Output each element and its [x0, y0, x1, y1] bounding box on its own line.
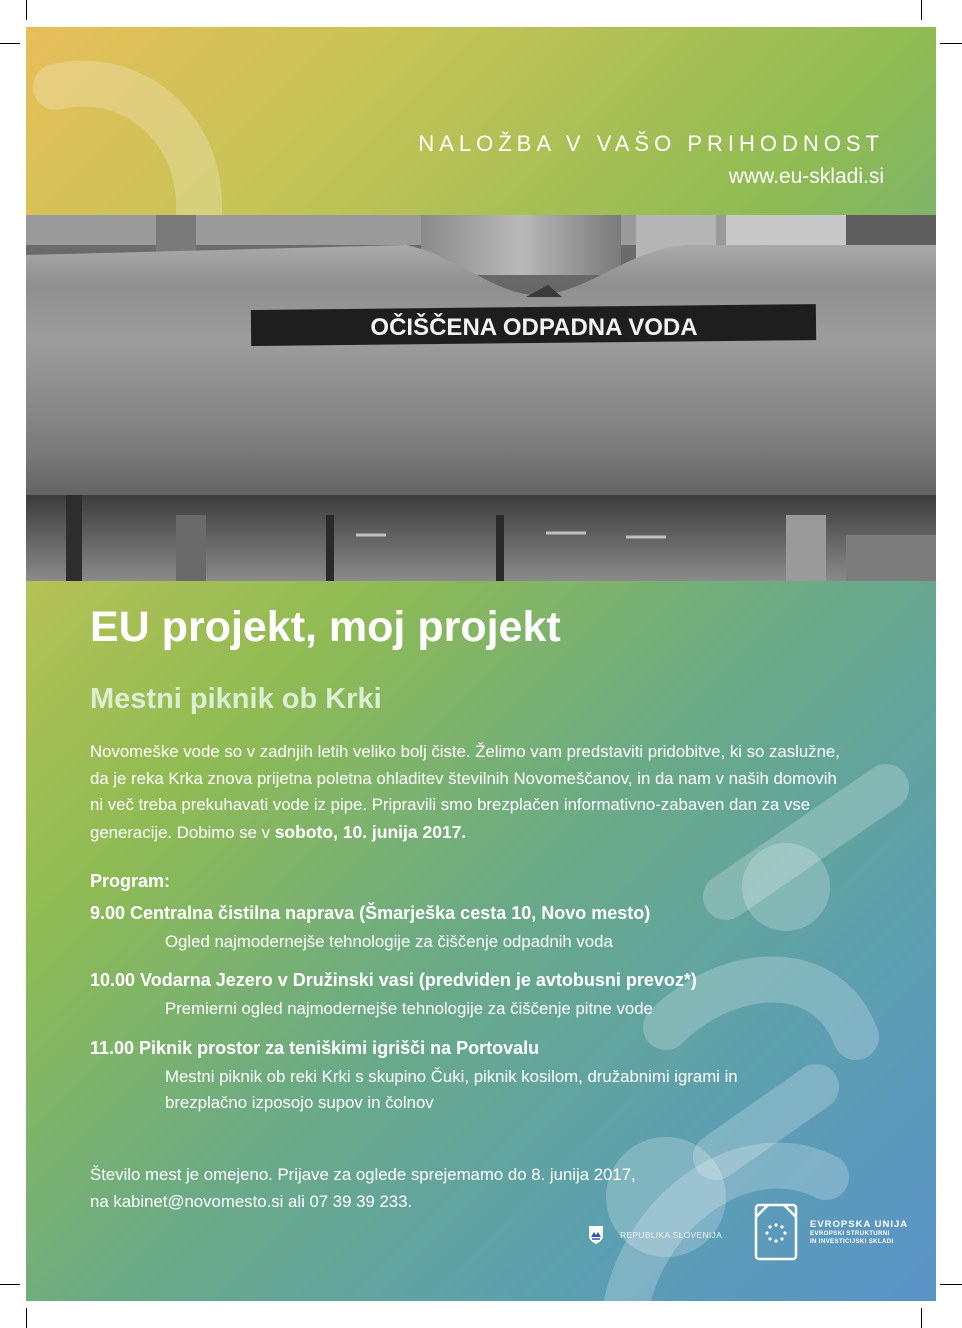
- eu-funds-logo: [754, 1203, 908, 1261]
- program-item-3-description: Mestni piknik ob reki Krki s skupino Čuki, piknik kosilom, družabnimi igrami in brezplačno izposojo supov in čolnov: [165, 1067, 738, 1112]
- eu-subtitle-line2: IN INVESTICIJSKI SKLADI: [810, 1237, 894, 1245]
- pipe-photo: [26, 215, 936, 581]
- intro-date: soboto, 10. junija 2017.: [274, 821, 467, 842]
- eu-flag-icon: [754, 1203, 798, 1261]
- program-item-1-description: Ogled najmodernejše tehnologije za čiščenje odpadnih voda: [165, 932, 613, 951]
- intro-paragraph: [90, 739, 850, 846]
- crop-mark: [940, 43, 962, 44]
- crop-mark: [0, 43, 20, 44]
- slovenia-label: REPUBLIKA SLOVENIJA: [620, 1230, 723, 1240]
- tagline: NALOŽBA V VAŠO PRIHODNOST: [418, 131, 884, 156]
- program-item-3-title: 11.00 Piknik prostor za teniškimi igrišči na Portovalu: [90, 1038, 540, 1058]
- crop-mark: [26, 0, 27, 20]
- crop-mark: [26, 1308, 27, 1328]
- registration-info: Število mest je omejeno. Prijave za oglede sprejemamo do 8. junija 2017, na kabinet@novomesto.si ali 07 39 39 233.: [90, 1165, 636, 1211]
- website-link[interactable]: www.eu-skladi.si: [728, 165, 884, 188]
- event-subtitle: Mestni piknik ob Krki: [90, 683, 382, 715]
- slovenia-coat-of-arms-icon: [588, 1225, 604, 1245]
- poster: [26, 27, 936, 1301]
- program-item-2-description: Premierni ogled najmodernejše tehnologije za čiščenje pitne vode: [165, 999, 653, 1018]
- crop-mark: [921, 1308, 922, 1328]
- crop-mark: [921, 0, 922, 20]
- program-item-2-title: 10.00 Vodarna Jezero v Družinski vasi (predviden je avtobusni prevoz*): [90, 970, 697, 990]
- pipe-sign-text: OČIŠČENA ODPADNA VODA: [370, 314, 698, 341]
- crop-mark: [940, 1284, 962, 1285]
- intro-text: Novomeške vode so v zadnjih letih veliko bolj čiste. Želimo vam predstaviti pridobitve, ki so zaslužne, da je reka Krka znova prijetna poletna ohladitev številnih Novomeščanov, in da nam v naših domovih ni več treba prekuhavati vode iz pipe. Pripravili smo brezplačen informativno-zabaven dan za vse generacije. Dobimo se v: [90, 742, 840, 842]
- page-title: EU projekt, moj projekt: [90, 603, 561, 651]
- program-heading: Program:: [90, 871, 171, 891]
- slovenia-logo: [588, 1225, 722, 1245]
- program-item-1-title: 9.00 Centralna čistilna naprava (Šmarješka cesta 10, Novo mesto): [90, 903, 651, 923]
- eu-subtitle-line1: EVROPSKI STRUKTURNI: [810, 1229, 890, 1237]
- crop-mark: [0, 1284, 20, 1285]
- eu-title: EVROPSKA UNIJA: [810, 1218, 909, 1230]
